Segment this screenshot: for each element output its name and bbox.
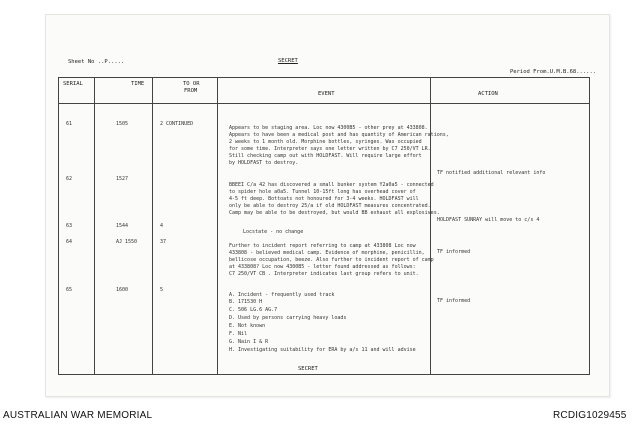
event-line: Appears to be staging area. Loc now 4300B5 - other prey at 433808. [229,125,428,131]
event-line: F. Nil [229,331,248,337]
column-header-to-or: TO OR [183,81,200,87]
row-to-from: 4 [160,223,164,229]
row-time: 1544 [116,223,129,229]
event-line: H. Investigating suitability for ERA by a/s 11 and will advise [229,347,416,353]
event-line: C. 506 LG.6 AG.7 [229,307,278,313]
event-line: for some time. Interpreter says one letter written by C7 250/VT LR. [229,146,431,152]
event-line: C7 250/VT CB . Interpreter indicates last group refers to unit. [229,271,419,277]
table-right-border [589,77,590,375]
action-line: TF notified additional relevant info [437,170,546,176]
column-header-from: FROM [184,88,198,94]
column-divider-event [430,77,431,375]
event-line: B. 171530 H [229,299,263,305]
column-divider-serial [94,77,95,375]
row-time: AJ 1550 [116,239,138,245]
table-top-border [58,77,590,78]
column-header-serial: SERIAL [63,81,83,87]
sheet-number: Sheet No ..P..... [68,59,125,65]
period-from: Period From.U.M.B.68...... [510,69,597,75]
table-bottom-border [58,374,590,375]
column-divider-time [152,77,153,375]
row-to-from: 2 CONTINUED [160,121,194,127]
event-line: D. Used by persons carrying heavy loads [229,315,347,321]
row-serial: 61 [66,121,73,127]
table-header-divider [58,103,590,104]
event-line: at 433808? Loc now 4300B5 - letter found addressed as follows: [229,264,416,270]
action-line: HOLDFAST SUNRAY will move to c/s 4 [437,217,540,223]
column-header-event: EVENT [318,91,335,97]
row-time: 1505 [116,121,129,127]
event-line: Further to incident report referring to camp at 433808 Loc now [229,243,416,249]
column-header-action: ACTION [478,91,498,97]
row-serial: 63 [66,223,73,229]
row-time: 1600 [116,287,129,293]
event-line: 4-5 ft deep. Bottoats not honoured for 3-4 weeks. HOLDFAST will [229,196,419,202]
column-header-time: TIME [131,81,145,87]
event-line: Still checking camp out with HOLDFAST. Will require large effort [229,153,422,159]
row-serial: 64 [66,239,73,245]
event-line: Locstate - no change [243,229,304,235]
action-line: TF informed [437,298,471,304]
event-line: to spider hole a0a5. Tunnel 10-15ft long has overhead cover of [229,189,416,195]
table-left-border [58,77,59,375]
event-line: Camp may be able to be destroyed, but would BB exhaust all explosives. [229,210,440,216]
classification-header: SECRET [278,58,298,64]
event-line: by HOLDFAST to destroy. [229,160,299,166]
event-line: G. Nain I & R [229,339,269,345]
column-divider-tofrom [217,77,218,375]
row-serial: 62 [66,176,73,182]
event-line: Appears to have been a medical post and has quantity of American rations, [229,132,449,138]
event-line: A. Incident - frequently used track [229,292,335,298]
action-line: TF informed [437,249,471,255]
event-line: E. Not known [229,323,266,329]
event-line: BBEEI C/a 42 has discovered a small bunker system Y2a0a5 - connected [229,182,434,188]
row-to-from: 5 [160,287,164,293]
event-line: only be able to destroy 25/a if old HOLDFAST measures concentrated. [229,203,431,209]
event-line: 433808 - believed medical camp. Evidence of morphine, penicillin, [229,250,425,256]
document-id: RCDIG1029455 [553,410,627,421]
archive-name: AUSTRALIAN WAR MEMORIAL [3,410,153,421]
event-line: bellicose occupation, beeze. Also further to incident report of camp [229,257,434,263]
row-serial: 65 [66,287,73,293]
event-line: 2 weeks to 1 month old. Morphine bottles, syringes. Was occupied [229,139,422,145]
row-time: 1527 [116,176,129,182]
row-to-from: 37 [160,239,167,245]
classification-footer: SECRET [298,366,318,372]
